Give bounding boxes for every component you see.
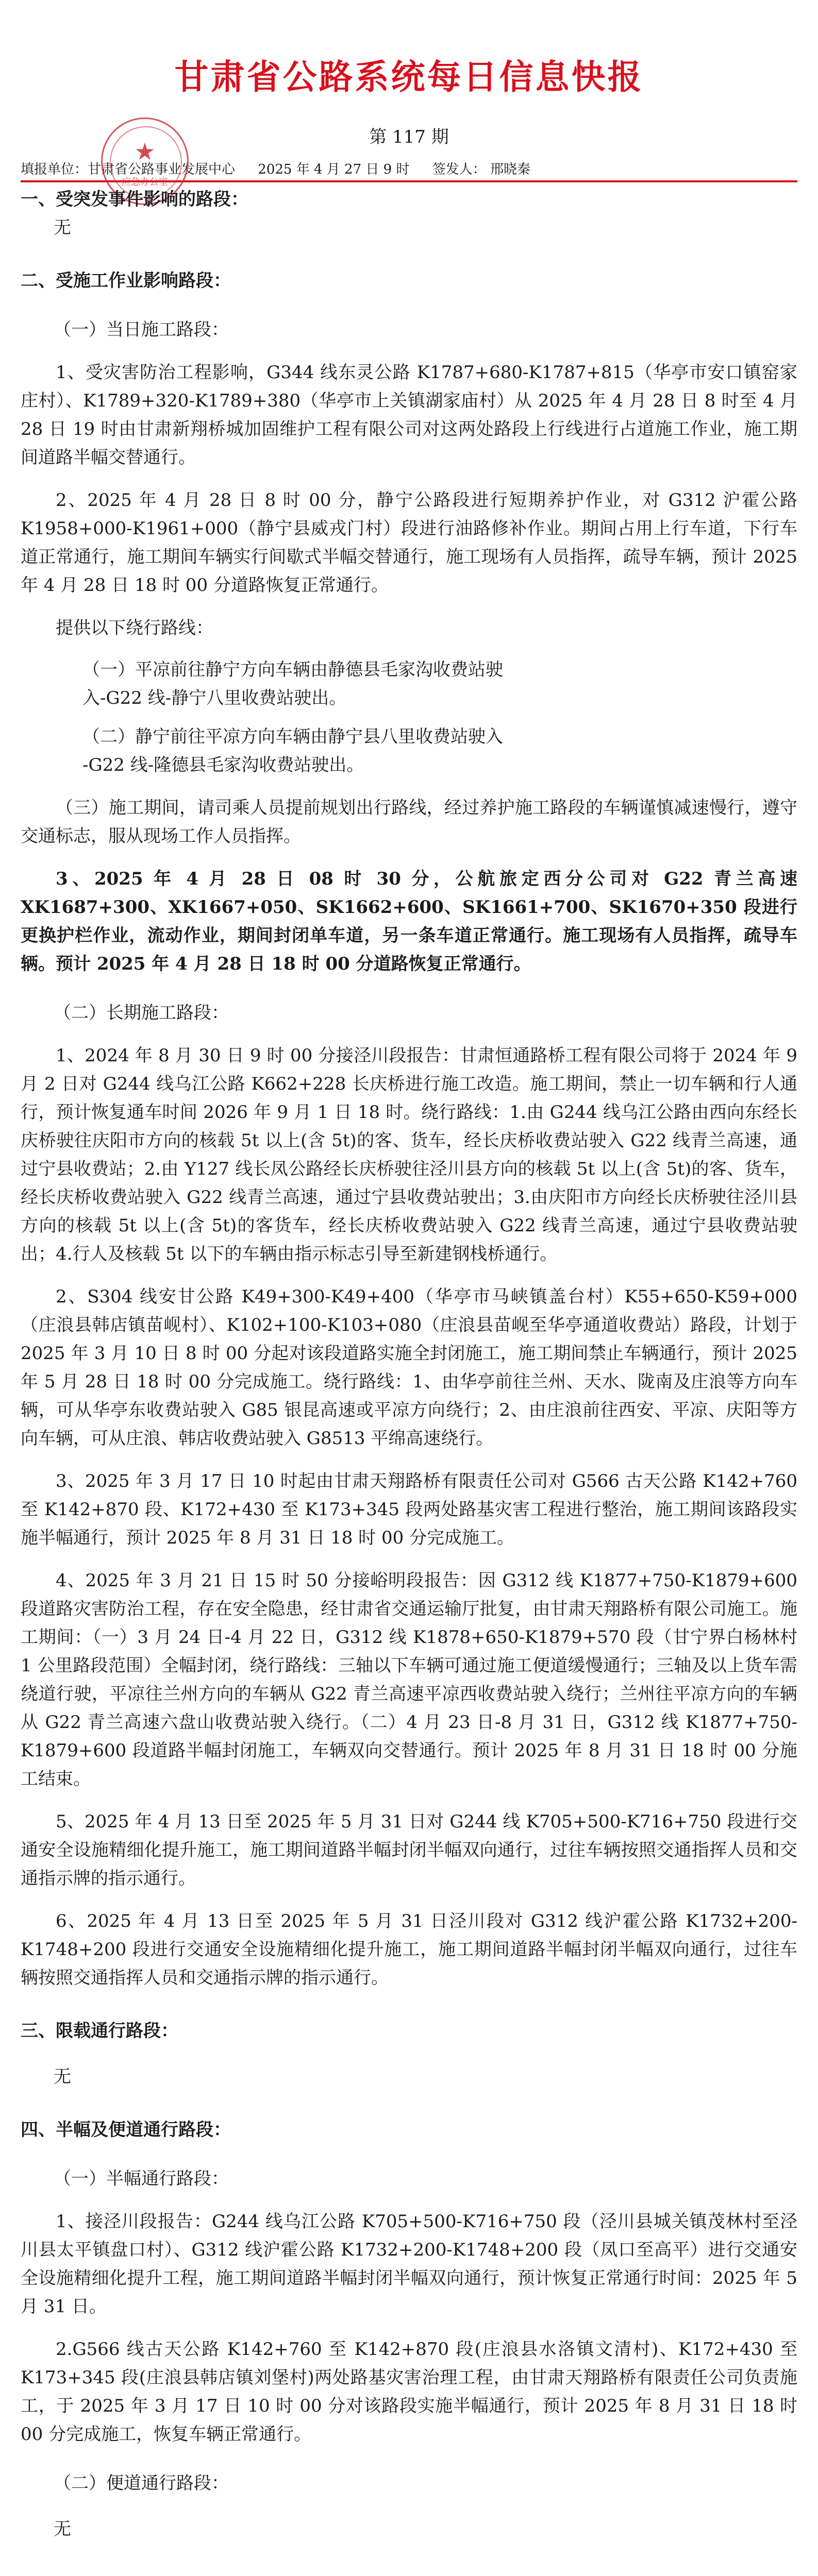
section-1-value: 无 [54,217,71,238]
detour-line: -G22 线-隆德县毛家沟收费站驶出。 [82,755,364,775]
long-term-item-3: 3、2025 年 3 月 17 日 10 时起由甘肃天翔路桥有限责任公司对 G566 古天公路 K142+760 至 K142+870 段、K172+430 至 K173+345 段两处路基灾害工程进行整治，施工期间该路段实施半幅通行，预计 2025 年 8 月 31 日 18 时 00 分完成施工。 [21,1471,797,1548]
issue-number: 第 117 期 [369,127,449,147]
detour-intro: 提供以下绕行路线： [56,618,213,638]
detour-note: （三）施工期间，请司乘人员提前规划出行路线，经过养护施工路段的车辆谨慎减速慢行，遵守交通标志，服从现场工作人员指挥。 [21,798,797,846]
long-term-item-2: 2、S304 线安甘公路 K49+300-K49+400（华亭市马峡镇盖台村）K55+650-K59+000（庄浪县韩店镇苗岘村）、K102+100-K103+080（庄浪县苗岘至华亭通道收费站）路段，计划于 2025 年 3 月 10 日 8 时 00 分起对该段道路实施全封闭施工，施工期间禁止车辆通行，预计 2025 年 5 月 28 日 18 时 00 分完成施工。绕行路线：1、由华亭前往兰州、天水、陇南及庄浪等方向车辆，可从华亭东收费站驶入 G85 银昆高速或平凉方向绕行；2、由庄浪前往西安、平凉、庆阳等方向车辆，可从庄浪、韩店收费站驶入 G8513 平绵高速绕行。 [21,1286,797,1449]
half-width-item-1: 1、接泾川段报告：G244 线乌江公路 K705+500-K716+750 段（泾川县城关镇茂林村至泾川县太平镇盘口村）、G312 线沪霍公路 K1732+200-K1748+200 段（凤口至高平）进行交通安全设施精细化提升工程，施工期间道路半幅封闭半幅双向通行，预计恢复正常通行时间：2025 年 5 月 31 日。 [21,2211,797,2317]
section-3-title: 三、限载通行路段： [21,2021,178,2041]
detour-line: （二）静宁前往平凉方向车辆由静宁县八里收费站驶入 [82,726,503,747]
half-width-item-2: 2.G566 线古天公路 K142+760 至 K142+870 段(庄浪县水洛镇文清村)、K172+430 至 K173+345 段(庄浪县韩店镇刘堡村)两处路基灾害治理工程，由甘肃天翔路桥有限责任公司负责施工，于 2025 年 3 月 17 日 10 时 00 分对该路段实施半幅通行，预计 2025 年 8 月 31 日 18 时 00 分完成施工，恢复车辆正常通行。 [21,2339,798,2445]
long-term-item-4: 4、2025 年 3 月 21 日 15 时 50 分接峪明段报告：因 G312 线 K1877+750-K1879+600 段道路灾害防治工程，存在安全隐患，经甘肃省交通运输厅批复，由甘肃天翔路桥有限公司施工。施工期间：（一）3 月 24 日-4 月 22 日，G312 线 K1878+650-K1879+570 段（甘宁界白杨林村 1 公里路段范围）全幅封闭，绕行路线：三轴以下车辆可通过施工便道缓慢通行；三轴及以上货车需绕道行驶，平凉往兰州方向的车辆从 G22 青兰高速平凉西收费站驶入绕行；兰州往平凉方向的车辆从 G22 青兰高速六盘山收费站驶入绕行。（二）4 月 23 日-8 月 31 日，G312 线 K1877+750-K1879+600 段道路半幅封闭施工，车辆双向交替通行。预计 2025 年 8 月 31 日 18 时 00 分施工结束。 [21,1570,797,1789]
half-width-heading: （一）半幅通行路段： [54,2168,229,2189]
section-1-title: 一、受突发事件影响的路段： [21,189,248,210]
section-2-title: 二、受施工作业影响路段： [21,270,231,291]
seal-label: 应急办公室 [122,177,168,188]
section-4-title: 四、半幅及便道通行路段： [21,2120,231,2140]
seal-star-icon: ★ [134,138,156,165]
current-item-3: 3、2025 年 4 月 28 日 08 时 30 分，公航旅定西分公司对 G22 青兰高速 XK1687+300、XK1667+050、SK1662+600、SK1661+700、SK1670+350 段进行更换护栏作业，流动作业，期间封闭单车道，另一条车道正常通行。施工现场有人员指挥，疏导车辆。预计 2025 年 4 月 28 日 18 时 00 分道路恢复正常通行。 [21,869,797,974]
bypass-heading: （二）便道通行路段： [54,2473,229,2494]
bulletin-body [21,185,797,2544]
current-item-2: 2、2025 年 4 月 28 日 8 时 00 分，静宁公路段进行短期养护作业，对 G312 沪霍公路 K1958+000-K1961+000（静宁县威戎门村）段进行油路修补作业。期间占用上行车道，下行车道正常通行，施工期间车辆实行间歇式半幅交替通行，施工现场有人员指挥，疏导车辆，预计 2025 年 4 月 28 日 18 时 00 分道路恢复正常通行。 [21,490,797,596]
long-term-item-6: 6、2025 年 4 月 13 日至 2025 年 5 月 31 日泾川段对 G312 线沪霍公路 K1732+200-K1748+200 段进行交通安全设施精细化提升施工，施工期间道路半幅封闭半幅双向通行，过往车辆按照交通指挥人员和交通指示牌的指示通行。 [21,1911,797,1988]
current-works-heading: （一）当日施工路段： [54,319,229,340]
section-3-value: 无 [54,2066,71,2087]
signer: 签发人： 邢晓秦 [432,162,531,177]
current-item-1: 1、受灾害防治工程影响，G344 线东灵公路 K1787+680-K1787+815（华亭市安口镇窑家庄村）、K1789+320-K1789+380（华亭市上关镇湖家庙村）从 2025 年 4 月 28 日 8 时至 4 月 28 日 19 时由甘肃新翔桥城加固维护工程有限公司对这两处路段上行线进行占道施工作业，施工期间道路半幅交替通行。 [21,362,797,468]
detour-line: （一）平凉前往静宁方向车辆由静德县毛家沟收费站驶 [82,659,503,680]
reporting-org: 填报单位：甘肃省公路事业发展中心 [21,162,236,177]
long-term-item-1: 1、2024 年 8 月 30 日 9 时 00 分接泾川段报告：甘肃恒通路桥工程有限公司将于 2024 年 9 月 2 日对 G244 线乌江公路 K662+228 长庆桥进行施工改造。施工期间，禁止一切车辆和行人通行，预计恢复通车时间 2026 年 9 月 1 日 18 时。绕行路线：1.由 G244 线乌江公路由西向东经长庆桥驶往庆阳市方向的核载 5t 以上(含 5t)的客、货车，经长庆桥收费站驶入 G22 线青兰高速，通过宁县收费站；2.由 Y127 线长凤公路经长庆桥驶往泾川县方向的核载 5t 以上(含 5t)的客、货车，经长庆桥收费站驶入 G22 线青兰高速，通过宁县收费站驶出；3.由庆阳市方向经长庆桥驶往泾川县方向的核载 5t 以上(含 5t)的客货车，经长庆桥收费站驶入 G22 线青兰高速，通过宁县收费站驶出；4.行人及核载 5t 以下的车辆由指示标志引导至新建钢栈桥通行。 [21,1045,797,1264]
long-term-heading: （二）长期施工路段： [54,1003,229,1023]
long-term-item-5: 5、2025 年 4 月 13 日至 2025 年 5 月 31 日对 G244 线 K705+500-K716+750 段进行交通安全设施精细化提升施工，施工期间道路半幅封闭半幅双向通行，过往车辆按照交通指挥人员和交通指示牌的指示通行。 [21,1811,797,1889]
bypass-value: 无 [54,2519,71,2539]
report-date: 2025 年 4 月 27 日 9 时 [258,162,410,177]
bulletin-title: 甘肃省公路系统每日信息快报 [174,57,644,97]
detour-line: 入-G22 线-静宁八里收费站驶出。 [82,688,347,708]
